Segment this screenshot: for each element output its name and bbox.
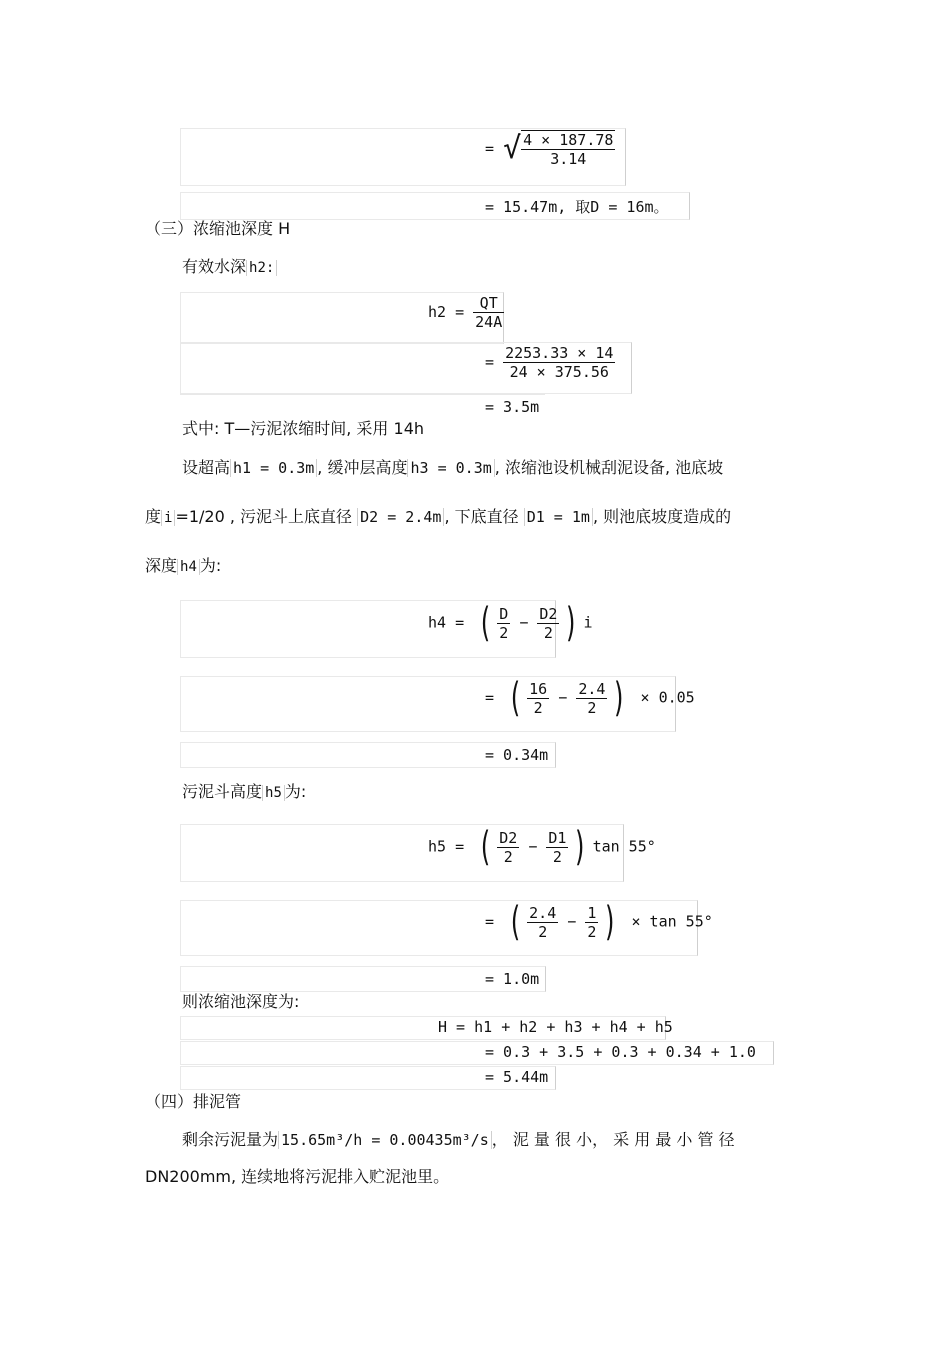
eq-h2-calc: = $\frac{2253.33 \times 14}{24 \times 375.56}$ (485, 344, 614, 381)
eq-h5-result: = 1.0m (485, 970, 540, 988)
total-intro: 则浓缩池深度为: (182, 992, 300, 1011)
eq-h4-formula: h4 = ( $\frac{D}{2}$ − $\frac{D2}{2}$ ) i (428, 600, 593, 646)
para-line-3: 深度 h4 为: (145, 556, 222, 575)
note-line: 式中: T—污泥浓缩时间, 采用 14h (182, 419, 425, 438)
eq-h4-result: = 0.34m (485, 746, 549, 764)
eq-h2-formula: h2 = $\frac{QT}{24A}$ (428, 294, 503, 331)
eq-h2-result: = 3.5m (485, 398, 540, 416)
section4-line-2: DN200mm, 连续地将污泥排入贮泥池里。 (145, 1167, 450, 1186)
divider (180, 394, 545, 395)
section4-line-1: 剩余污泥量为 15.65m³/h = 0.00435m³/s ， 泥 量 很 小， 采 用 最 小 管 径 (182, 1130, 735, 1149)
eq-diameter-result: = 15.47m, 取D = 16m。 (485, 198, 669, 216)
eq-total-line2: = 0.3 + 3.5 + 0.3 + 0.34 + 1.0 (485, 1043, 756, 1061)
para-line-2: 度 i =1/20 , 污泥斗上底直径 D2 = 2.4m , 下底直径 D1 = 1m , 则池底坡度造成的 (145, 507, 732, 526)
section-heading-3: （三）浓缩池深度 H (145, 219, 291, 238)
eq-h5-formula: h5 = ( $\frac{D2}{2}$ − $\frac{D1}{2}$ ) tan 55° (428, 824, 656, 870)
eq-h4-calc: = ( $\frac{16}{2}$ − $\frac{2.4}{2}$ ) × 0.05 (485, 675, 695, 721)
eq-h5-calc: = ( $\frac{2.4}{2}$ − $\frac{1}{2}$ ) × tan 55° (485, 899, 713, 945)
h5-intro: 污泥斗高度 h5 为: (182, 782, 307, 801)
para-line-1: 设超高 h1 = 0.3m , 缓冲层高度 h3 = 0.3m , 浓缩池设机械刮泥设备, 池底坡 (182, 458, 724, 477)
eq-total-line3: = 5.44m (485, 1068, 549, 1086)
eq-total-line1: H = h1 + h2 + h3 + h4 + h5 (438, 1018, 673, 1036)
effective-depth-line: 有效水深 h2: (182, 257, 277, 278)
eq-diameter-line1: = √ $\frac{4 \times 187.78}{3.14}$ (485, 131, 614, 168)
section-heading-4: （四）排泥管 (145, 1092, 242, 1111)
